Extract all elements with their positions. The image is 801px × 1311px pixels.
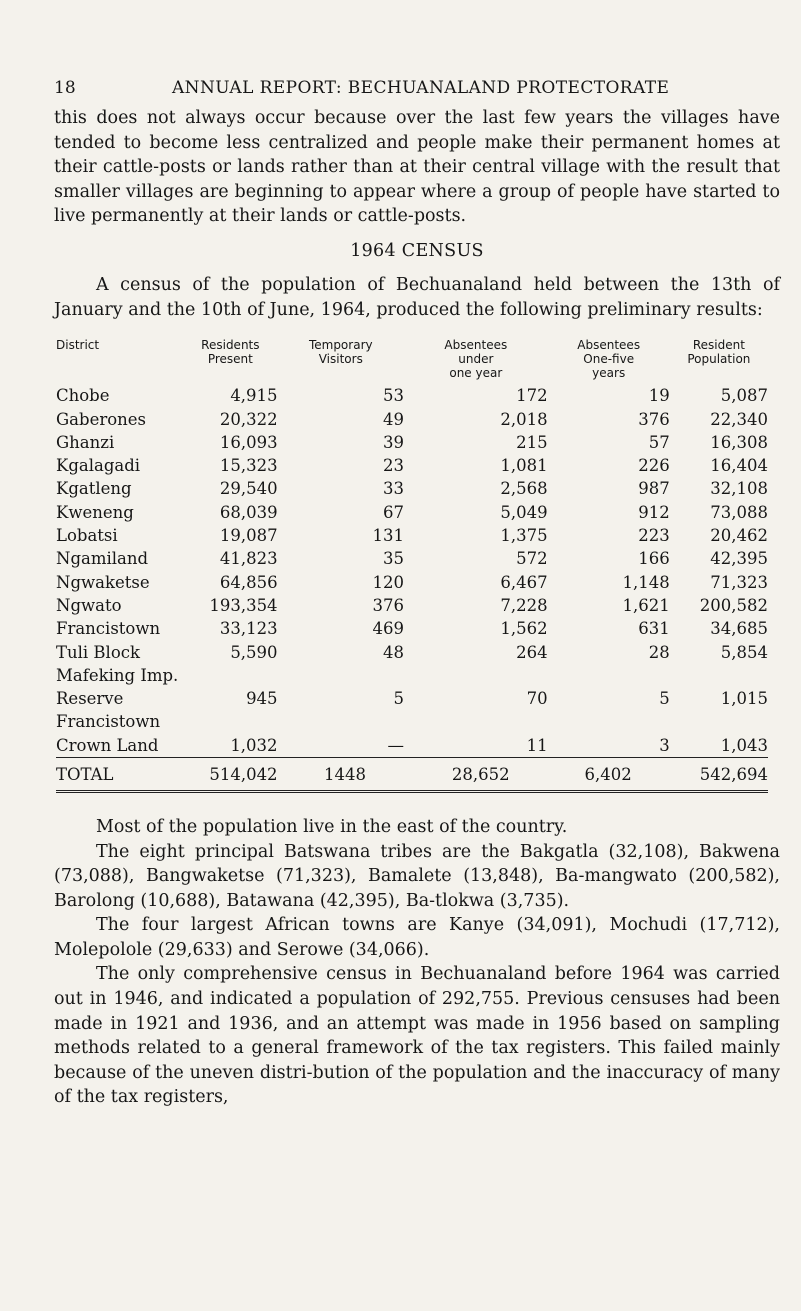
value-cell: 6,402: [548, 757, 670, 791]
value-cell: 1,621: [622, 595, 670, 615]
table-row: [56, 687, 768, 710]
table-row: [56, 524, 768, 547]
value-cell: 41,823: [219, 549, 278, 569]
value-cell: 912: [638, 502, 670, 522]
value-cell: 215: [516, 432, 548, 452]
value-cell: 48: [383, 642, 405, 662]
page: [54, 70, 780, 1110]
value-cell: 1,043: [720, 735, 768, 755]
value-cell: 120: [372, 572, 405, 592]
value-cell: 34,685: [710, 619, 768, 639]
table-row: [56, 384, 768, 407]
value-cell: 5: [659, 689, 670, 709]
value-cell: 2,568: [500, 479, 548, 499]
value-cell: [670, 664, 768, 687]
table-row: [56, 617, 768, 640]
table-header-row: [56, 338, 768, 384]
value-cell: 945: [246, 689, 278, 709]
column-header: Absentees One-five years: [577, 338, 641, 381]
value-cell: 223: [638, 526, 670, 546]
value-cell: [404, 710, 548, 733]
value-cell: [278, 664, 404, 687]
census-table-body: [56, 384, 768, 791]
value-cell: 20,322: [219, 409, 278, 429]
value-cell: 5: [393, 689, 405, 709]
district-cell: Crown Land: [56, 735, 159, 755]
value-cell: 1,148: [622, 572, 670, 592]
value-cell: [183, 664, 277, 687]
table-row: [56, 734, 768, 758]
district-cell: Ngamiland: [56, 549, 149, 569]
value-cell: [278, 710, 404, 733]
value-cell: 6,467: [500, 572, 548, 592]
value-cell: 987: [638, 479, 670, 499]
value-cell: 3: [659, 735, 670, 755]
value-cell: 7,228: [500, 595, 548, 615]
district-cell: Kgatleng: [56, 479, 132, 499]
value-cell: [670, 710, 768, 733]
value-cell: 28: [648, 642, 670, 662]
value-cell: 5,590: [230, 642, 278, 662]
district-cell: Lobatsi: [56, 526, 118, 546]
value-cell: 16,093: [219, 432, 278, 452]
value-cell: 1,562: [500, 619, 548, 639]
value-cell: 42,395: [710, 549, 768, 569]
value-cell: 172: [516, 386, 548, 406]
paragraph: Most of the population live in the east of the country.: [96, 816, 568, 837]
page-header: [54, 70, 780, 106]
value-cell: 23: [383, 456, 405, 476]
running-head: ANNUAL REPORT: BECHUANALAND PROTECTORATE: [172, 78, 670, 98]
value-cell: 20,462: [710, 526, 768, 546]
column-header: District: [56, 338, 100, 353]
table-row: [56, 710, 768, 733]
column-header: Residents Present: [201, 338, 260, 367]
value-cell: 67: [383, 502, 405, 522]
value-cell: 376: [372, 595, 405, 615]
value-cell: 1,375: [500, 526, 548, 546]
value-cell: 35: [383, 549, 405, 569]
district-cell: Tuli Block: [56, 642, 141, 662]
value-cell: 264: [516, 642, 548, 662]
value-cell: 542,694: [670, 757, 768, 791]
total-row: [56, 757, 768, 791]
table-row: [56, 431, 768, 454]
column-header: Temporary Visitors: [308, 338, 373, 367]
district-cell: Mafeking Imp.: [56, 665, 179, 685]
value-cell: 19,087: [219, 526, 278, 546]
district-cell: Ngwaketse: [56, 572, 150, 592]
value-cell: 631: [638, 619, 670, 639]
district-cell: Francistown: [56, 619, 161, 639]
paragraph: The eight principal Batswana tribes are the Bakgatla (32,108), Bakwena (73,088), Bangwaketse (71,323), Bamalete (13,848), Ba-mangwato (200,582), Barolong (10,688), Batawana (42,395), Ba-tlokwa (3,735).: [54, 841, 780, 911]
table-row: [56, 501, 768, 524]
value-cell: 28,652: [404, 757, 548, 791]
value-cell: 514,042: [183, 757, 277, 791]
value-cell: 32,108: [710, 479, 768, 499]
value-cell: 131: [372, 526, 405, 546]
census-table: [56, 338, 768, 793]
value-cell: 33,123: [219, 619, 278, 639]
value-cell: 53: [383, 386, 405, 406]
value-cell: [404, 664, 548, 687]
table-row: [56, 454, 768, 477]
district-cell: Ghanzi: [56, 432, 115, 452]
value-cell: 57: [648, 432, 670, 452]
value-cell: 226: [638, 456, 670, 476]
intro-paragraph: this does not always occur because over the last few years the villages have tended to become less centralized and people make their permanent homes at their cattle-posts or lands rather than at their central village with the result that smaller villages are beginning to appear where a group of people have started to live permanently at their lands or cattle-posts.: [54, 108, 780, 227]
district-cell: Kweneng: [56, 502, 134, 522]
value-cell: 16,404: [710, 456, 768, 476]
table-row: [56, 547, 768, 570]
district-cell: Ngwato: [56, 595, 122, 615]
value-cell: 19: [648, 386, 670, 406]
value-cell: 1,081: [500, 456, 548, 476]
value-cell: 2,018: [500, 409, 548, 429]
column-header: Absentees under one year: [444, 338, 508, 381]
district-cell: TOTAL: [56, 757, 183, 791]
value-cell: 193,354: [209, 595, 278, 615]
value-cell: 39: [383, 432, 405, 452]
value-cell: 71,323: [710, 572, 768, 592]
table-row: [56, 664, 768, 687]
value-cell: 4,915: [230, 386, 278, 406]
column-header: Resident Population: [687, 338, 751, 367]
value-cell: 29,540: [219, 479, 278, 499]
value-cell: 5,087: [720, 386, 768, 406]
table-row: [56, 571, 768, 594]
census-intro-paragraph: A census of the population of Bechuanaland held between the 13th of January and the 10th of June, 1964, produced the following preliminary results:: [54, 274, 780, 320]
page-number: 18: [54, 78, 76, 98]
value-cell: 15,323: [219, 456, 278, 476]
section-title: 1964 CENSUS: [350, 240, 484, 261]
value-cell: 376: [638, 409, 670, 429]
paragraph: The four largest African towns are Kanye (34,091), Mochudi (17,712), Molepolole (29,633) and Serowe (34,066).: [54, 915, 780, 960]
table-row: [56, 640, 768, 663]
value-cell: 64,856: [219, 572, 278, 592]
value-cell: 1,032: [230, 735, 278, 755]
district-cell: Francistown: [56, 712, 161, 732]
district-cell: Gaberones: [56, 409, 147, 429]
value-cell: [548, 664, 670, 687]
value-cell: 166: [638, 549, 670, 569]
body-text: [54, 815, 780, 1110]
table-row: [56, 407, 768, 430]
district-cell: Reserve: [56, 689, 124, 709]
value-cell: 49: [383, 409, 405, 429]
value-cell: 73,088: [710, 502, 768, 522]
value-cell: 33: [383, 479, 405, 499]
value-cell: 1,015: [720, 689, 768, 709]
value-cell: 70: [526, 689, 548, 709]
district-cell: Kgalagadi: [56, 456, 141, 476]
value-cell: 16,308: [710, 432, 768, 452]
district-cell: Chobe: [56, 386, 110, 406]
value-cell: [183, 710, 277, 733]
value-cell: 200,582: [699, 595, 768, 615]
value-cell: 68,039: [219, 502, 278, 522]
value-cell: 11: [526, 735, 548, 755]
value-cell: [548, 710, 670, 733]
value-cell: 469: [372, 619, 405, 639]
value-cell: —: [387, 735, 405, 755]
value-cell: 572: [516, 549, 548, 569]
table-row: [56, 594, 768, 617]
table-row: [56, 477, 768, 500]
value-cell: 22,340: [710, 409, 768, 429]
value-cell: 5,854: [720, 642, 768, 662]
paragraph: The only comprehensive census in Bechuanaland before 1964 was carried out in 1946, and indicated a population of 292,755. Previous censuses had been made in 1921 and 1936, and an attempt was made in 1956 based on sampling methods related to a general framework of the tax registers. This failed mainly because of the uneven distri-bution of the population and the inaccuracy of many of the tax registers,: [54, 964, 780, 1108]
value-cell: 1448: [278, 757, 404, 791]
value-cell: 5,049: [500, 502, 548, 522]
